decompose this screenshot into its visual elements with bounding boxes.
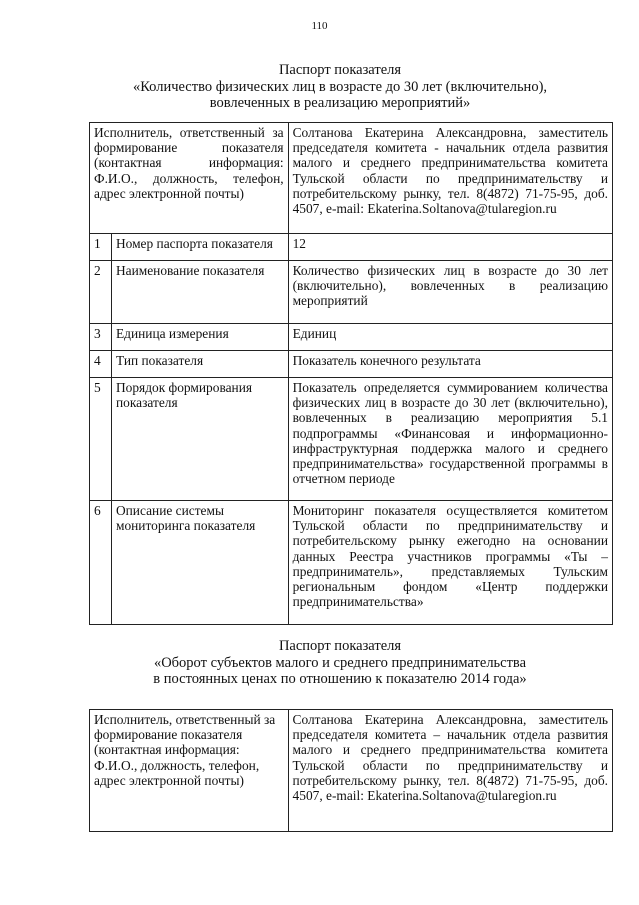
passport1-title [60, 62, 620, 112]
passport2-heading: Паспорт показателя [278, 638, 402, 654]
passport2-table [89, 709, 613, 832]
executor-label: Исполнитель, ответственный за формирование показателя (контактная информация: Ф.И.О., должность, телефон, адрес электронной почты) [90, 123, 289, 234]
row-value: Единиц [288, 324, 612, 351]
row-number: 3 [90, 324, 112, 351]
passport1-heading: Паспорт показателя [278, 62, 402, 78]
table-row [90, 234, 613, 261]
executor-value: Солтанова Екатерина Александровна, заместитель председателя комитета - начальник отдела развития малого и среднего предпринимательства комитета Тульской области по предпринимательству и потребительскому рынку, тел. 8(4872) 71-75-95, доб. 4507, e-mail: Ekaterina.Soltanova@tularegion.ru [288, 123, 612, 234]
table-row [90, 710, 613, 832]
row-number: 4 [90, 351, 112, 378]
row-value: Количество физических лиц в возрасте до 30 лет (включительно), вовлеченных в реализацию мероприятий [288, 261, 612, 324]
row-number: 1 [90, 234, 112, 261]
table-row [90, 351, 613, 378]
table-row [90, 378, 613, 501]
row-number: 5 [90, 378, 112, 501]
row-value: Показатель конечного результата [288, 351, 612, 378]
passport1-title-line2: вовлеченных в реализацию мероприятий» [209, 95, 471, 111]
row-label: Описание системы мониторинга показателя [111, 501, 288, 625]
passport1-table [89, 122, 613, 625]
executor-label: Исполнитель, ответственный за формирование показателя (контактная информация: Ф.И.О., должность, телефон, адрес электронной почты) [90, 710, 289, 832]
row-label: Наименование показателя [111, 261, 288, 324]
row-label: Тип показателя [111, 351, 288, 378]
table-row [90, 261, 613, 324]
row-number: 2 [90, 261, 112, 324]
page-number: 110 [311, 20, 328, 32]
row-value: Показатель определяется суммированием количества физических лиц в возрасте до 30 лет (включительно), вовлеченных в реализацию мероприятия 5.1 подпрограммы «Финансовая и информационно-инфраструктурная поддержка малого и среднего предпринимательства» государственной программы в отчетном периоде [288, 378, 612, 501]
row-number: 6 [90, 501, 112, 625]
passport2-title-line1: «Оборот субъектов малого и среднего предпринимательства [153, 654, 527, 671]
table-row [90, 123, 613, 234]
row-label: Единица измерения [111, 324, 288, 351]
table-row [90, 501, 613, 625]
row-value: Мониторинг показателя осуществляется комитетом Тульской области по предпринимательству и потребительскому рынку ежегодно на основании данных Реестра участников программы «Ты – предприниматель», представляемых Тульским региональным фондом «Центр поддержки предпринимательства» [288, 501, 612, 625]
passport2-title-line2: в постоянных ценах по отношению к показателю 2014 года» [153, 671, 527, 687]
row-value: 12 [288, 234, 612, 261]
passport2-title [60, 638, 620, 688]
row-label: Номер паспорта показателя [111, 234, 288, 261]
table-row [90, 324, 613, 351]
row-label: Порядок формирования показателя [111, 378, 288, 501]
executor-value: Солтанова Екатерина Александровна, заместитель председателя комитета – начальник отдела развития малого и среднего предпринимательства комитета Тульской области по предпринимательству и потребительскому рынку, тел. 8(4872) 71-75-95, доб. 4507, e-mail: Ekaterina.Soltanova@tularegion.ru [288, 710, 612, 832]
passport1-title-line1: «Количество физических лиц в возрасте до 30 лет (включительно), [132, 78, 548, 95]
